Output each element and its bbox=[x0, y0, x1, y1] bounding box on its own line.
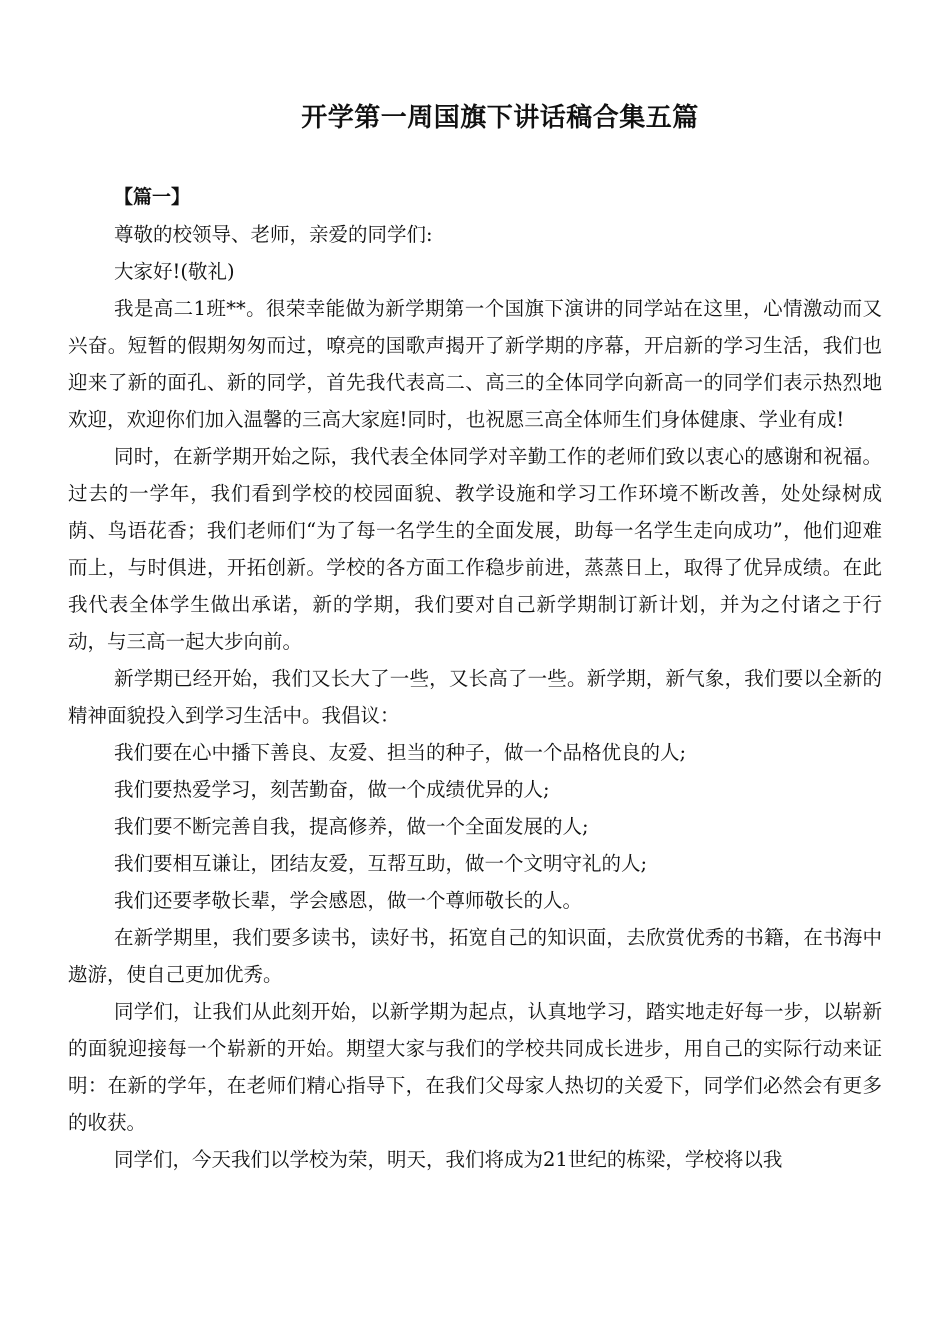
body-paragraph: 我是高二1班**。很荣幸能做为新学期第一个国旗下演讲的同学站在这里，心情激动而又兴奋。短暂的假期匆匆而过，嘹亮的国歌声揭开了新学期的序幕，开启新的学习生活，我们也迎来了新的面孔、新的同学，首先我代表高二、高三的全体同学向新高一的同学们表示热烈地欢迎，欢迎你们加入温馨的三高大家庭!同时，也祝愿三高全体师生们身体健康、学业有成! bbox=[68, 297, 882, 431]
document-body bbox=[68, 179, 882, 1178]
body-paragraph: 同学们，让我们从此刻开始，以新学期为起点，认真地学习，踏实地走好每一步，以崭新的面貌迎接每一个崭新的开始。期望大家与我们的学校共同成长进步，用自己的实际行动来证明：在新的学年，在老师们精心指导下，在我们父母家人热切的关爱下，同学们必然会有更多的收获。 bbox=[68, 1000, 882, 1134]
proposal-item: 我们要不断完善自我，提高修养，做一个全面发展的人; bbox=[114, 815, 589, 838]
body-paragraph: 在新学期里，我们要多读书，读好书，拓宽自己的知识面，去欣赏优秀的书籍，在书海中遨游，使自己更加优秀。 bbox=[68, 926, 882, 986]
proposal-item: 我们要热爱学习，刻苦勤奋，做一个成绩优异的人; bbox=[114, 778, 550, 801]
salutation-paragraph: 尊敬的校领导、老师，亲爱的同学们: bbox=[114, 223, 433, 246]
body-paragraph: 同学们，今天我们以学校为荣，明天，我们将成为21世纪的栋梁，学校将以我 bbox=[114, 1148, 783, 1171]
body-paragraph: 新学期已经开始，我们又长大了一些，又长高了一些。新学期，新气象，我们要以全新的精神面貌投入到学习生活中。我倡议： bbox=[68, 667, 882, 727]
body-paragraph: 同时，在新学期开始之际，我代表全体同学对辛勤工作的老师们致以衷心的感谢和祝福。过去的一学年，我们看到学校的校园面貌、教学设施和学习工作环境不断改善，处处绿树成荫、鸟语花香；我们老师们“为了每一名学生的全面发展，助每一名学生走向成功”，他们迎难而上，与时俱进，开拓创新。学校的各方面工作稳步前进，蒸蒸日上，取得了优异成绩。在此我代表全体学生做出承诺，新的学期，我们要对自己新学期制订新计划，并为之付诸之于行动，与三高一起大步向前。 bbox=[68, 445, 882, 653]
greeting-paragraph: 大家好!(敬礼) bbox=[114, 260, 235, 283]
proposal-item: 我们要相互谦让，团结友爱，互帮互助，做一个文明守礼的人; bbox=[114, 852, 648, 875]
proposal-item: 我们要在心中播下善良、友爱、担当的种子，做一个品格优良的人; bbox=[114, 741, 687, 764]
proposal-item: 我们还要孝敬长辈，学会感恩，做一个尊师敬长的人。 bbox=[114, 889, 583, 912]
section-label: 【篇一】 bbox=[114, 186, 191, 208]
document-title: 开学第一周国旗下讲话稿合集五篇 bbox=[301, 103, 699, 133]
